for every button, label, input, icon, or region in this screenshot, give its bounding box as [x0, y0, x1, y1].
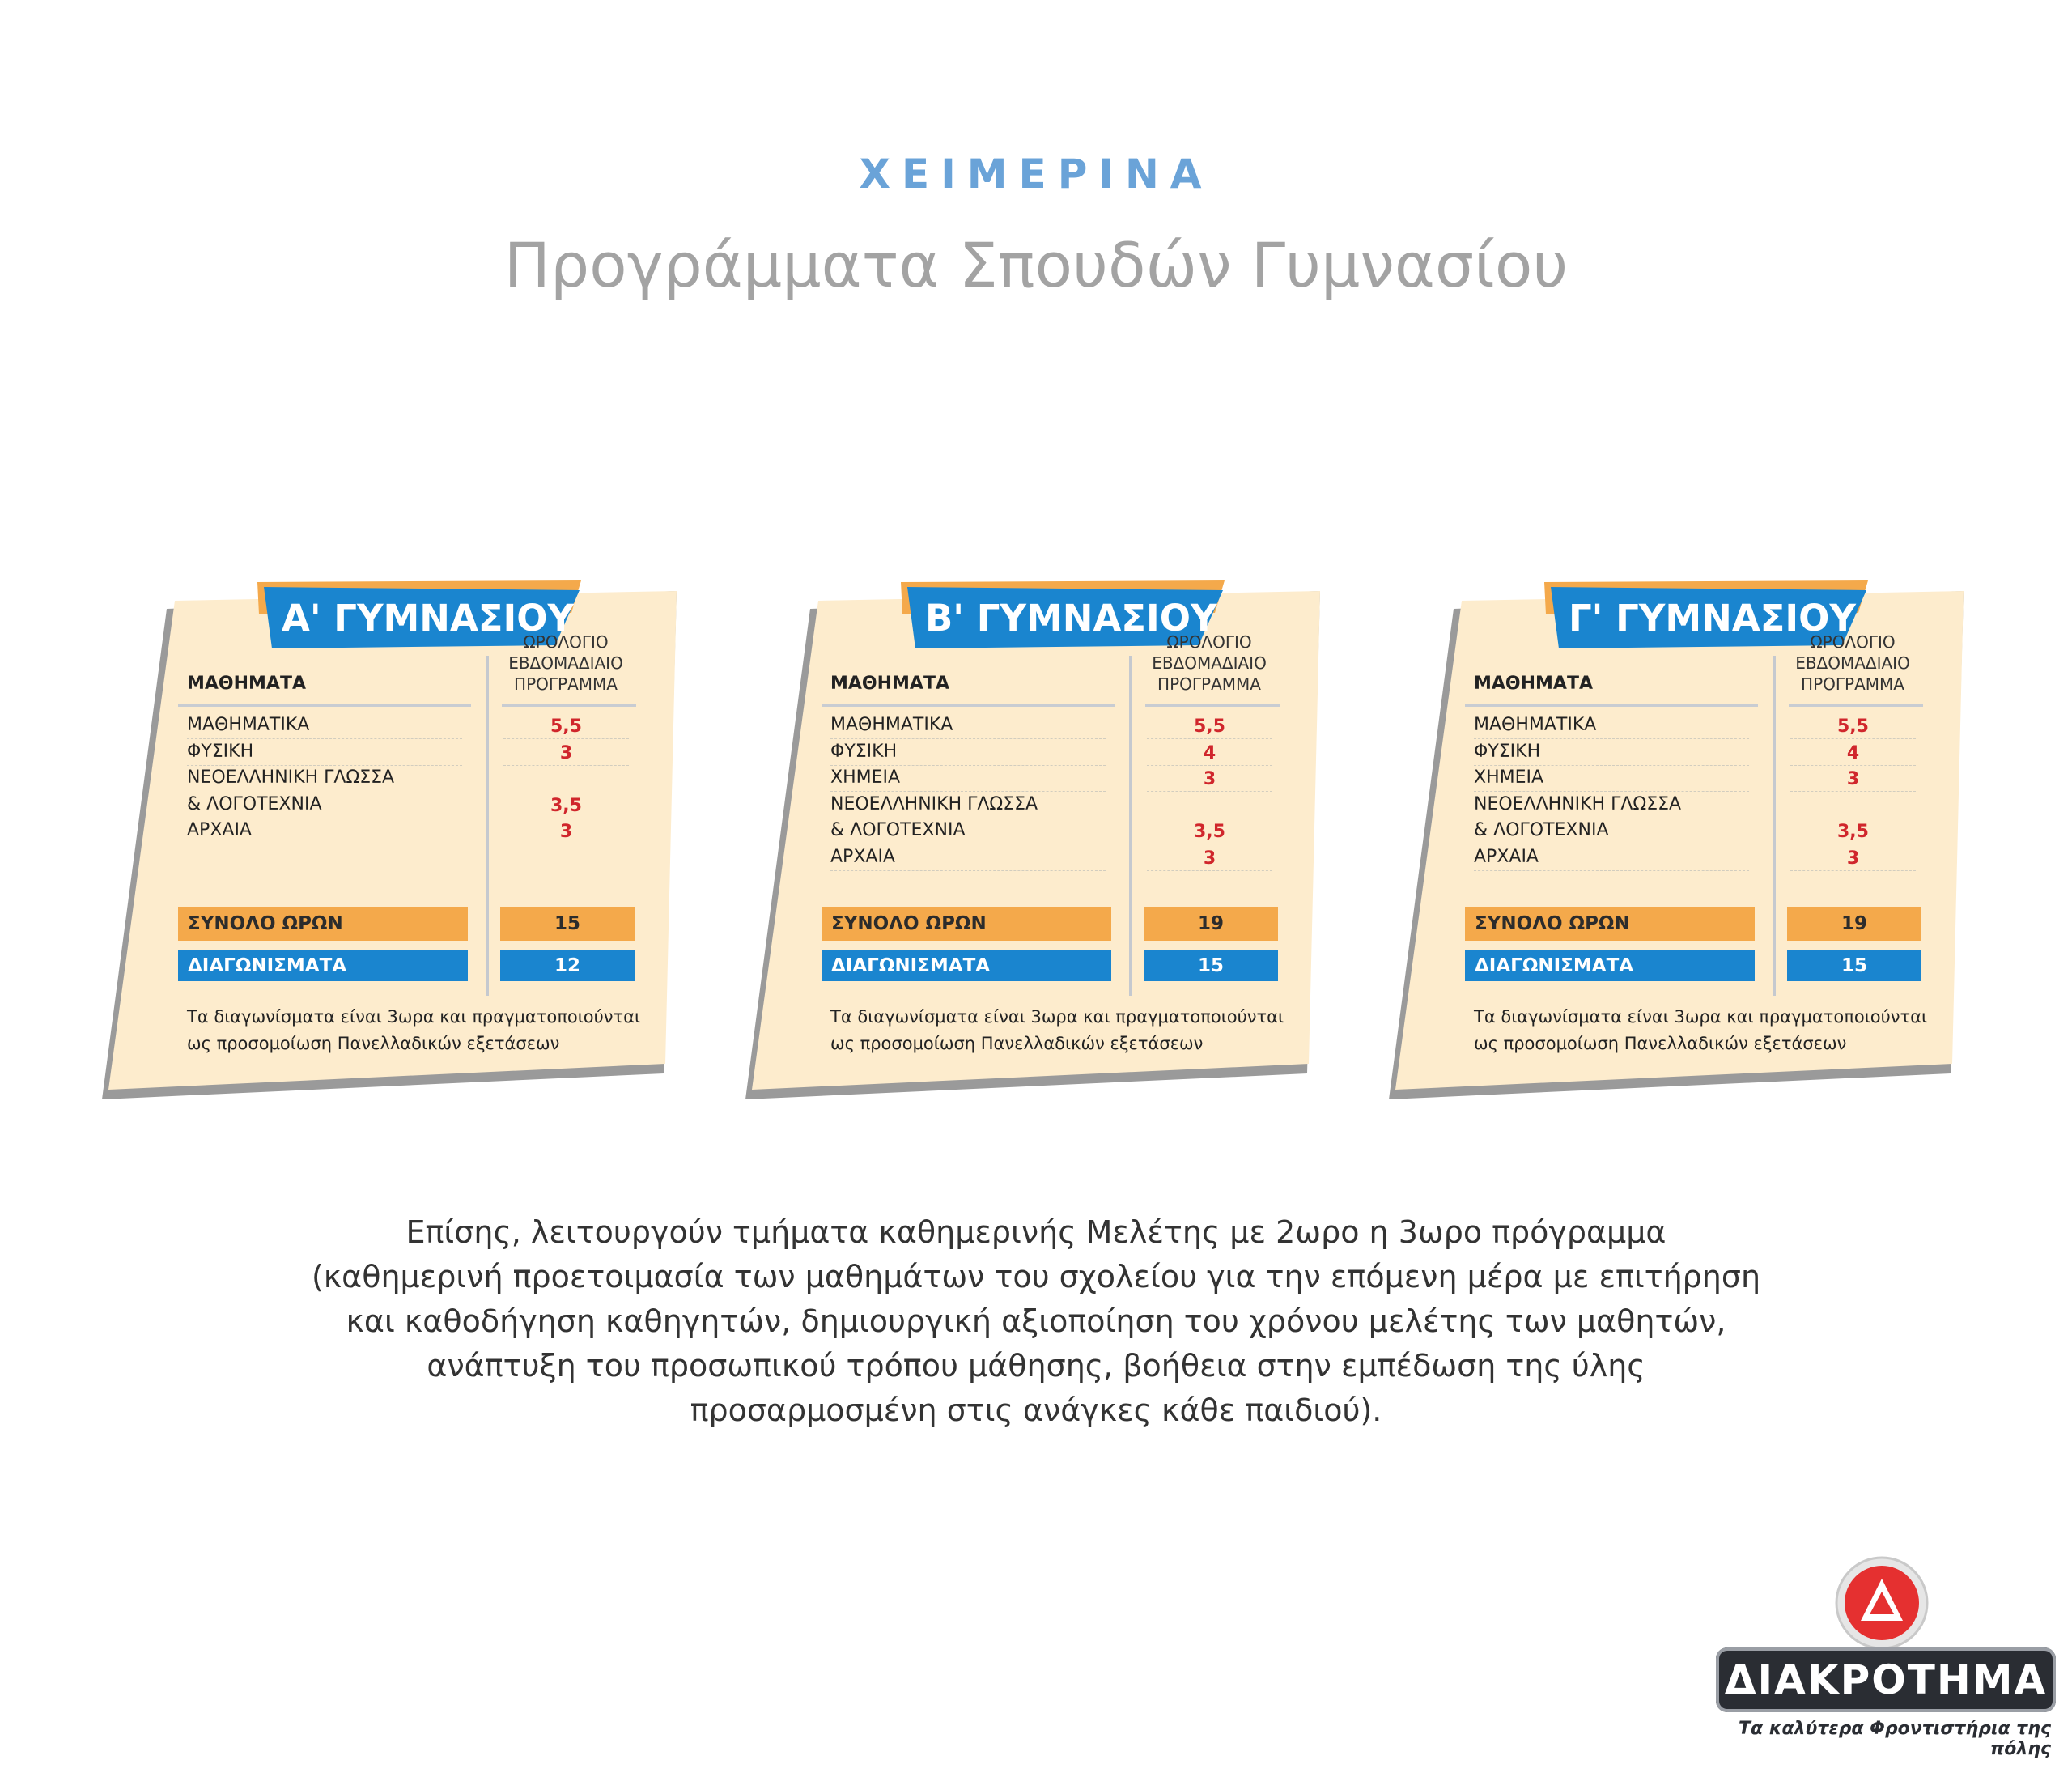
- total-hours-label: ΣΥΝΟΛΟ ΩΡΩΝ: [822, 907, 1111, 941]
- logo-emblem-icon: [1833, 1554, 1930, 1652]
- subject-hours: 3: [503, 739, 629, 766]
- hours-header-line: ΠΡΟΓΡΑΜΜΑ: [1801, 674, 1904, 694]
- column-divider: [1129, 656, 1132, 996]
- subject-name: ΦΥΣΙΚΗ: [830, 739, 1106, 766]
- hours-header-line: ΠΡΟΓΡΑΜΜΑ: [1157, 674, 1261, 694]
- subject-name: & ΛΟΓΟΤΕΧΝΙΑ: [187, 792, 462, 818]
- subject-hours: 3: [1147, 844, 1272, 871]
- column-divider: [486, 656, 489, 996]
- logo-tagline: Τα καλύτερα Φροντιστήρια της πόλης: [1739, 1719, 2051, 1759]
- subject-name: ΦΥΣΙΚΗ: [187, 739, 462, 766]
- subject-name: ΜΑΘΗΜΑΤΙΚΑ: [830, 712, 1106, 739]
- subject-name: ΧΗΜΕΙΑ: [1474, 765, 1749, 792]
- subject-name: ΜΑΘΗΜΑΤΙΚΑ: [187, 712, 462, 739]
- subject-hours: 3: [1147, 765, 1272, 792]
- exams-label: ΔΙΑΓΩΝΙΣΜΑΤΑ: [178, 950, 468, 981]
- subject-hours: [503, 765, 629, 791]
- page-title: Προγράμματα Σπουδών Γυμνασίου: [503, 229, 1569, 301]
- header-rule: [502, 704, 636, 707]
- subject-hours: 4: [1147, 739, 1272, 766]
- column-divider: [1773, 656, 1776, 996]
- subject-hours: 3: [503, 818, 629, 844]
- subject-hours: 5,5: [1790, 712, 1916, 739]
- subject-name: ΝΕΟΕΛΛΗΝΙΚΗ ΓΛΩΣΣΑ: [1474, 793, 1682, 814]
- subject-hours: 3: [1790, 844, 1916, 871]
- subject-hours: 3,5: [1147, 818, 1272, 844]
- hours-header-line: ΠΡΟΓΡΑΜΜΑ: [514, 674, 618, 694]
- card-footnote: Τα διαγωνίσματα είναι 3ωρα και πραγματοποιούνται ως προσομοίωση Πανελλαδικών εξετάσεων: [830, 1007, 1284, 1053]
- subject-hours: [1790, 792, 1916, 818]
- subject-name: ΦΥΣΙΚΗ: [1474, 739, 1749, 766]
- subject-hours: [1147, 792, 1272, 818]
- brand-logo: [1716, 1554, 2056, 1759]
- card-title: Γ' ΓΥΜΝΑΣΙΟΥ: [1569, 597, 1856, 640]
- subject-name: ΝΕΟΕΛΛΗΝΙΚΗ ΓΛΩΣΣΑ: [830, 793, 1038, 814]
- total-hours-label: ΣΥΝΟΛΟ ΩΡΩΝ: [1465, 907, 1755, 941]
- subject-name: ΜΑΘΗΜΑΤΙΚΑ: [1474, 712, 1749, 739]
- subject-hours: 3: [1790, 765, 1916, 792]
- subject-name: ΑΡΧΑΙΑ: [187, 818, 462, 844]
- card-footnote: Τα διαγωνίσματα είναι 3ωρα και πραγματοποιούνται ως προσομοίωση Πανελλαδικών εξετάσεων: [187, 1007, 641, 1053]
- header-rule: [1465, 704, 1758, 707]
- description-paragraph: Επίσης, λειτουργούν τμήματα καθημερινής Μελέτης με 2ωρο η 3ωρο πρόγραμμα (καθημερινή προετοιμασία των μαθημάτων του σχολείου για την επόμενη μέρα με επιτήρηση και καθοδήγηση καθηγητών, δημιουργική αξιοποίηση του χρόνου μελέτης των μαθητών, ανάπτυξη του προσωπικού τρόπου μάθησης, βοήθεια στην εμπέδωση της ύλης προσαρμοσμένη στις ανάγκες κάθε παιδιού).: [311, 1214, 1761, 1428]
- subjects-column-header: ΜΑΘΗΜΑΤΑ: [830, 674, 949, 694]
- hours-column-header: [1781, 631, 1925, 695]
- program-card: [1384, 567, 1967, 1117]
- total-hours-value: 19: [1144, 907, 1278, 941]
- subject-hours: 5,5: [1147, 712, 1272, 739]
- total-hours-value: 19: [1787, 907, 1921, 941]
- total-hours-label: ΣΥΝΟΛΟ ΩΡΩΝ: [178, 907, 468, 941]
- exams-value: 15: [1787, 950, 1921, 981]
- program-card: [97, 567, 680, 1117]
- header-rule: [822, 704, 1115, 707]
- hours-column-header: [1137, 631, 1281, 695]
- hours-header-line: ΩΡΟΛΟΓΙΟ: [1166, 632, 1252, 652]
- card-title: Β' ΓΥΜΝΑΣΙΟΥ: [925, 597, 1217, 640]
- exams-label: ΔΙΑΓΩΝΙΣΜΑΤΑ: [1465, 950, 1755, 981]
- subject-hours: 5,5: [503, 712, 629, 739]
- hours-header-line: ΕΒΔΟΜΑΔΙΑΙΟ: [508, 653, 623, 673]
- subject-name: & ΛΟΓΟΤΕΧΝΙΑ: [1474, 818, 1749, 844]
- hours-header-line: ΕΒΔΟΜΑΔΙΑΙΟ: [1795, 653, 1910, 673]
- exams-value: 12: [500, 950, 635, 981]
- subject-name: ΝΕΟΕΛΛΗΝΙΚΗ ΓΛΩΣΣΑ: [187, 767, 395, 788]
- subject-hours: 3,5: [503, 792, 629, 818]
- subjects-column-header: ΜΑΘΗΜΑΤΑ: [1474, 674, 1593, 694]
- hours-header-line: ΩΡΟΛΟΓΙΟ: [1810, 632, 1896, 652]
- exams-value: 15: [1144, 950, 1278, 981]
- hours-header-line: ΕΒΔΟΜΑΔΙΑΙΟ: [1152, 653, 1267, 673]
- exams-label: ΔΙΑΓΩΝΙΣΜΑΤΑ: [822, 950, 1111, 981]
- hours-column-header: [494, 631, 638, 695]
- subject-name: ΑΡΧΑΙΑ: [1474, 844, 1749, 871]
- hours-header-line: ΩΡΟΛΟΓΙΟ: [523, 632, 609, 652]
- program-card: [741, 567, 1323, 1117]
- subject-name: ΧΗΜΕΙΑ: [830, 765, 1106, 792]
- card-footnote: Τα διαγωνίσματα είναι 3ωρα και πραγματοποιούνται ως προσομοίωση Πανελλαδικών εξετάσεων: [1474, 1007, 1928, 1053]
- subject-name: ΑΡΧΑΙΑ: [830, 844, 1106, 871]
- subject-name: & ΛΟΓΟΤΕΧΝΙΑ: [830, 818, 1106, 844]
- header-rule: [1145, 704, 1280, 707]
- header-rule: [1789, 704, 1923, 707]
- total-hours-value: 15: [500, 907, 635, 941]
- card-title: Α' ΓΥΜΝΑΣΙΟΥ: [282, 597, 575, 640]
- logo-wordmark: ΔΙΑΚΡΟΤΗΜΑ: [1716, 1647, 2056, 1712]
- subject-hours: 3,5: [1790, 818, 1916, 844]
- season-heading: ΧΕΙΜΕΡΙΝΑ: [859, 151, 1213, 198]
- header-rule: [178, 704, 471, 707]
- subjects-column-header: ΜΑΘΗΜΑΤΑ: [187, 674, 306, 694]
- subject-hours: 4: [1790, 739, 1916, 766]
